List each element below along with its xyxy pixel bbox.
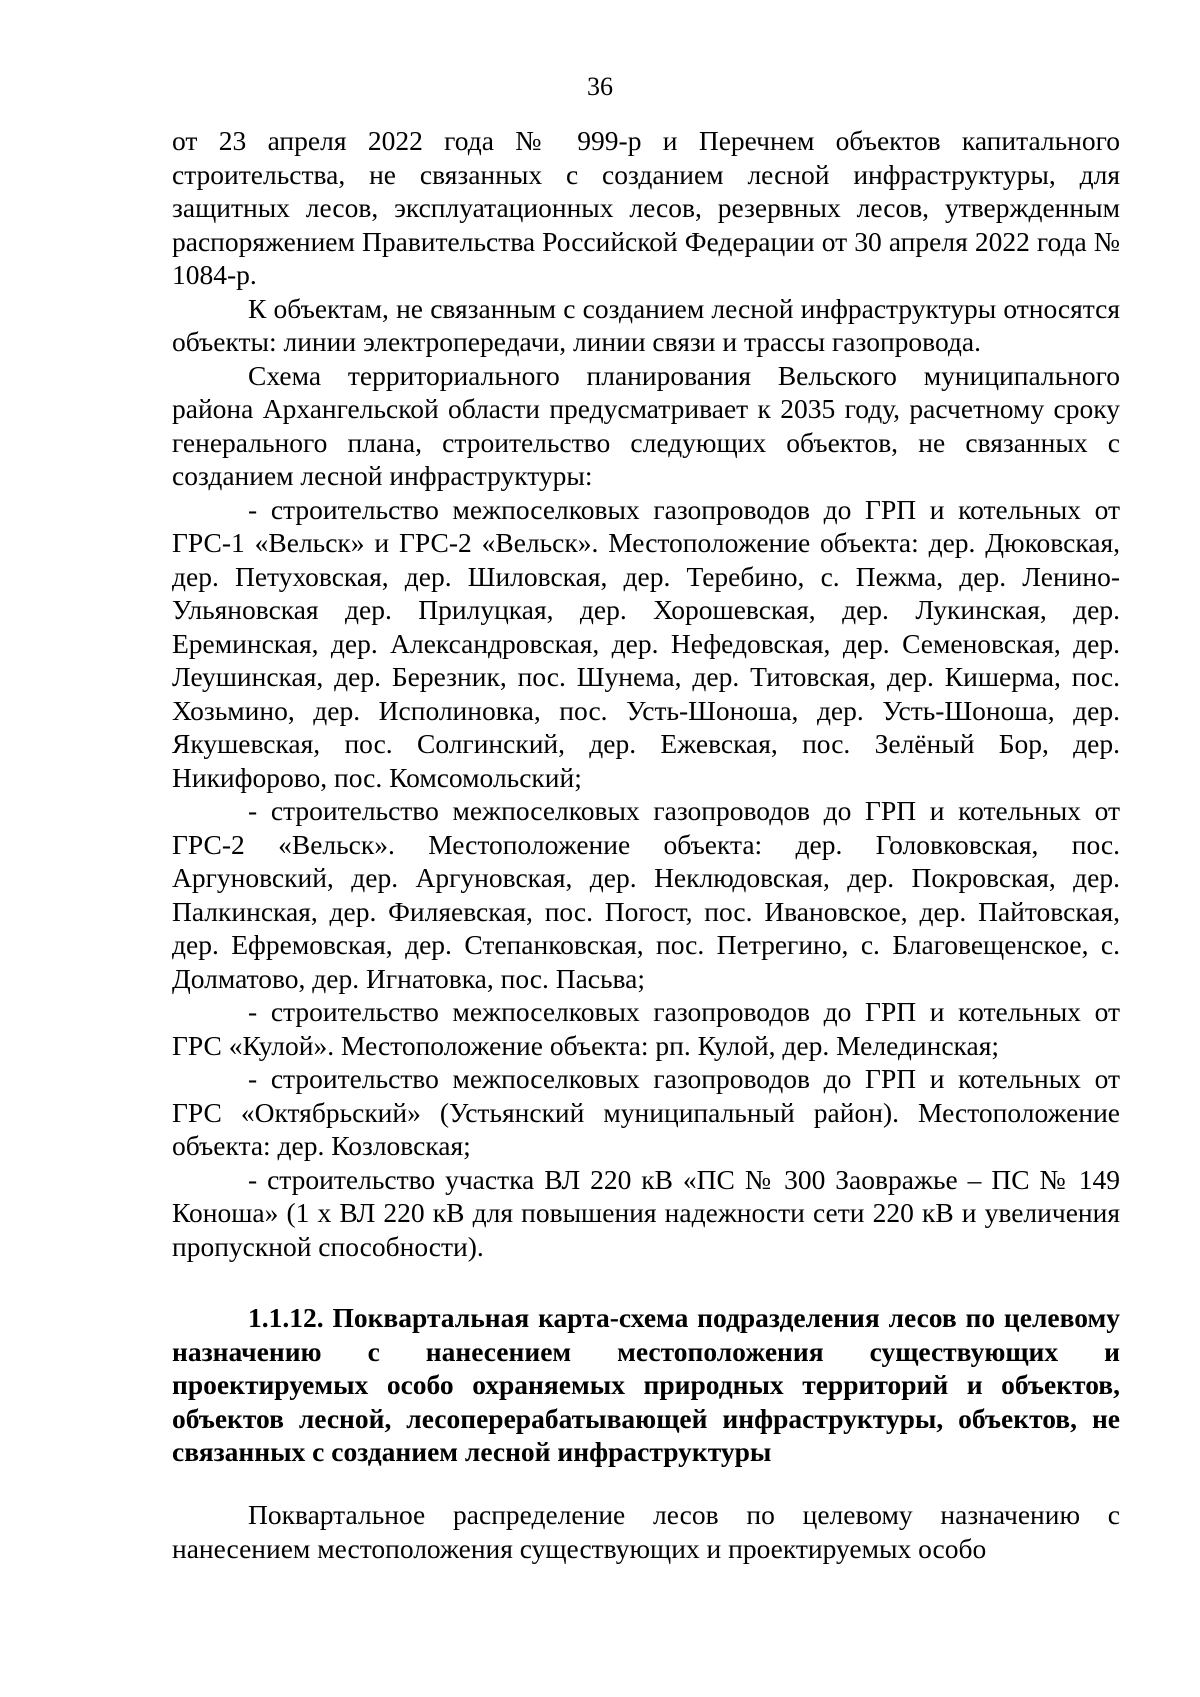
body-text xyxy=(172,124,1120,1263)
list-item: - строительство межпоселковых газопроводов до ГРП и котельных от ГРС «Кулой». Местоположение объекта: рп. Кулой, дер. Мелединская; xyxy=(172,996,1120,1061)
paragraph-territorial-scheme: Схема территориального планирования Вельского муниципального района Архангельской области предусматривает к 2035 году, расчетному сроку генерального плана, строительство следующих объектов, не связанных с созданием лесной инфраструктуры: xyxy=(172,359,1120,491)
paragraph-continuation: от 23 апреля 2022 года № 999-р и Перечнем объектов капитального строительства, не связанных с созданием лесной инфраструктуры, для защитных лесов, эксплуатационных лесов, резервных лесов, утвержденным распоряжением Правительства Российской Федерации от 30 апреля 2022 года № 1084-р. xyxy=(172,125,1120,290)
list-item: - строительство межпоселковых газопроводов до ГРП и котельных от ГРС «Октябрьский» (Устьянский муниципальный район). Местоположение объекта: дер. Козловская; xyxy=(172,1063,1120,1161)
section-heading: 1.1.12. Поквартальная карта-схема подразделения лесов по целевому назначению с нанесением местоположения существующих и проектируемых особо охраняемых природных территорий и объектов, объектов лесной, лесоперерабатывающей инфраструктуры, объектов, не связанных с созданием лесной инфраструктуры xyxy=(172,1302,1120,1467)
paragraph-objects-definition: К объектам, не связанным с созданием лесной инфраструктуры относятся объекты: линии электропередачи, линии связи и трассы газопровода. xyxy=(172,292,1120,357)
section-text xyxy=(172,1498,1120,1565)
paragraph-section-intro: Поквартальное распределение лесов по целевому назначению с нанесением местоположения существующих и проектируемых особо xyxy=(172,1499,1120,1564)
list-item: - строительство межпоселковых газопроводов до ГРП и котельных от ГРС-2 «Вельск». Местоположение объекта: дер. Головковская, пос. Аргуновский, дер. Аргуновская, дер. Неклюдовская, дер. Покровская, дер. Палкинская, дер. Филяевская, пос. Погост, пос. Ивановское, дер. Пайтовская, дер. Ефремовская, дер. Степанковская, пос. Петрегино, с. Благовещенское, с. Долматово, дер. Игнатовка, пос. Пасьва; xyxy=(172,795,1120,994)
list-item: - строительство межпоселковых газопроводов до ГРП и котельных от ГРС-1 «Вельск» и ГРС-2 «Вельск». Местоположение объекта: дер. Дюковская, дер. Петуховская, дер. Шиловская, дер. Теребино, с. Пежма, дер. Ленино-Ульяновская дер. Прилуцкая, дер. Хорошевская, дер. Лукинская, дер. Ереминская, дер. Александровская, дер. Нефедовская, дер. Семеновская, дер. Леушинская, дер. Березник, пос. Шунема, дер. Титовская, дер. Кишерма, пос. Хозьмино, дер. Исполиновка, пос. Усть-Шоноша, дер. Усть-Шоноша, дер. Якушевская, пос. Солгинский, дер. Ежевская, пос. Зелёный Бор, дер. Никифорово, пос. Комсомольский; xyxy=(172,493,1120,793)
list-item: - строительство участка ВЛ 220 кВ «ПС № 300 Заовражье – ПС № 149 Коноша» (1 х ВЛ 220 кВ для повышения надежности сети 220 кВ и увеличения пропускной способности). xyxy=(172,1163,1120,1262)
page-number: 36 xyxy=(587,72,613,101)
